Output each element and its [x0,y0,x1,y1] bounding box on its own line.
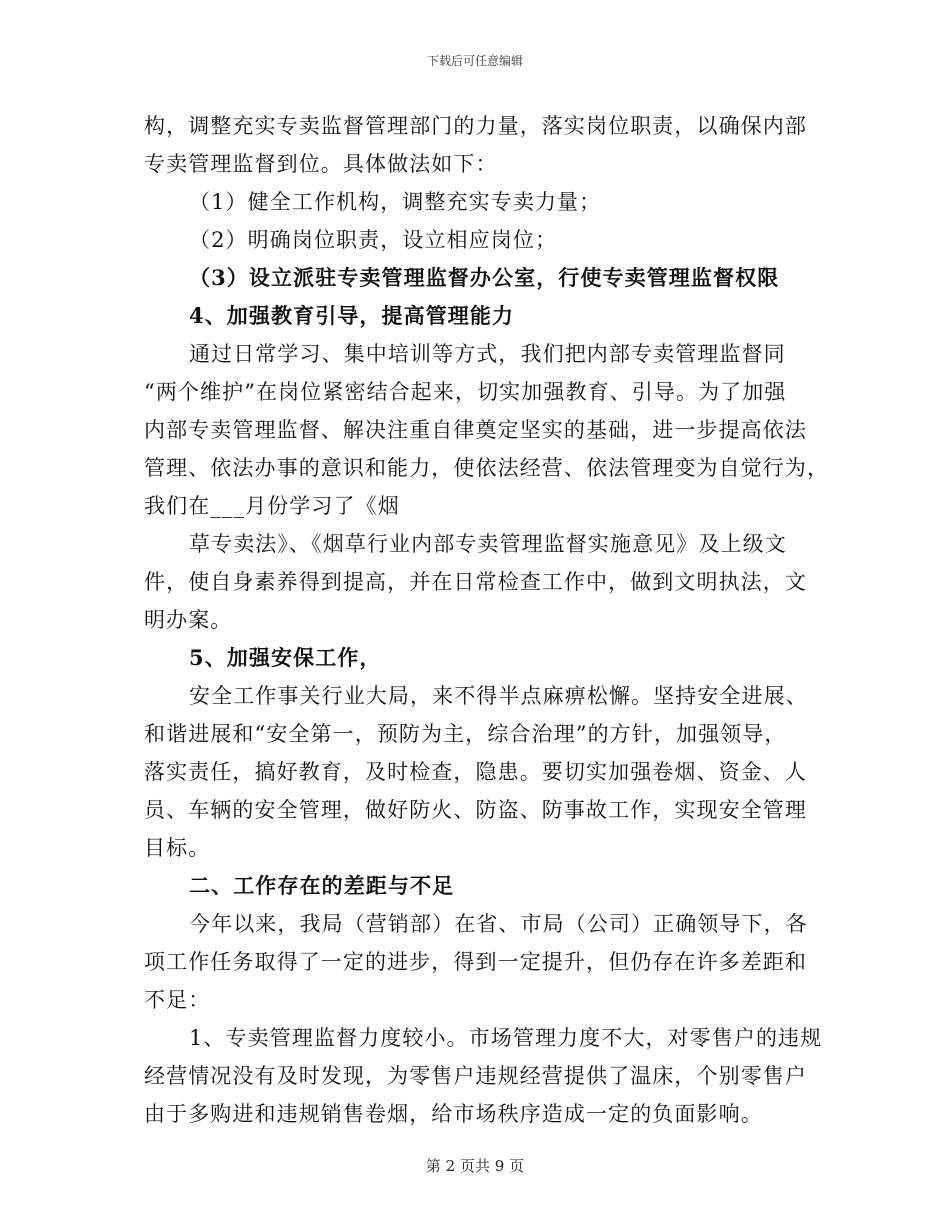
body-line: “两个维护”在岗位紧密结合起来，切实加强教育、引导。为了加强 [144,380,787,404]
body-line: 不足： [144,988,211,1012]
body-line: 经营情况没有及时发现，为零售户违规经营提供了温床，个别零售户 [144,1064,807,1088]
body-line: 由于多购进和违规销售卷烟，给市场秩序造成一定的负面影响。 [144,1102,763,1126]
body-line: 目标。 [144,836,211,860]
body-line: 专卖管理监督到位。具体做法如下： [144,152,498,176]
body-line: 5、加强安保工作， [189,645,382,670]
body-line: 员、车辆的安全管理，做好防火、防盗、防事故工作，实现安全管理 [144,798,807,822]
body-line: 内部专卖管理监督、解决注重自律奠定坚实的基础，进一步提高依法 [144,418,807,442]
page-header: 下载后可任意编辑 [426,54,523,68]
body-line: 二、工作存在的差距与不足 [189,873,455,898]
body-line: 明办案。 [144,608,233,632]
body-line: 管理、依法办事的意识和能力，使依法经营、依法管理变为自觉行为， [144,456,830,480]
body-line: （3）设立派驻专卖管理监督办公室，行使专卖管理监督权限 [189,265,780,290]
body-line: 通过日常学习、集中培训等方式，我们把内部专卖管理监督同 [189,342,786,366]
body-line: 我们在___月份学习了《烟 [144,494,400,518]
body-line: 安全工作事关行业大局，来不得半点麻痹松懈。坚持安全进展、 [189,684,808,708]
body-line: （2）明确岗位职责，设立相应岗位； [189,228,558,252]
body-line: 落实责任，搞好教育，及时检查，隐患。要切实加强卷烟、资金、人 [144,760,807,784]
body-line: 和谐进展和“安全第一，预防为主，综合治理”的方针，加强领导， [144,722,787,746]
body-line: 草专卖法》、《烟草行业内部专卖管理监督实施意见》及上级文 [189,532,787,556]
body-line: 4、加强教育引导，提高管理能力 [189,303,515,328]
body-line: 1、专卖管理监督力度较小。市场管理力度不大，对零售户的违规 [189,1026,823,1050]
document-body [144,107,830,1133]
body-line: 件，使自身素养得到提高，并在日常检查工作中，做到文明执法，文 [144,570,807,594]
body-line: 构，调整充实专卖监督管理部门的力量，落实岗位职责，以确保内部 [144,114,807,138]
body-line: （1）健全工作机构，调整充实专卖力量； [189,190,602,214]
body-line: 今年以来，我局（营销部）在省、市局（公司）正确领导下，各 [189,912,808,936]
page-footer: 第 2 页共 9 页 [425,1157,525,1175]
body-line: 项工作任务取得了一定的进步，得到一定提升，但仍存在许多差距和 [144,950,807,974]
